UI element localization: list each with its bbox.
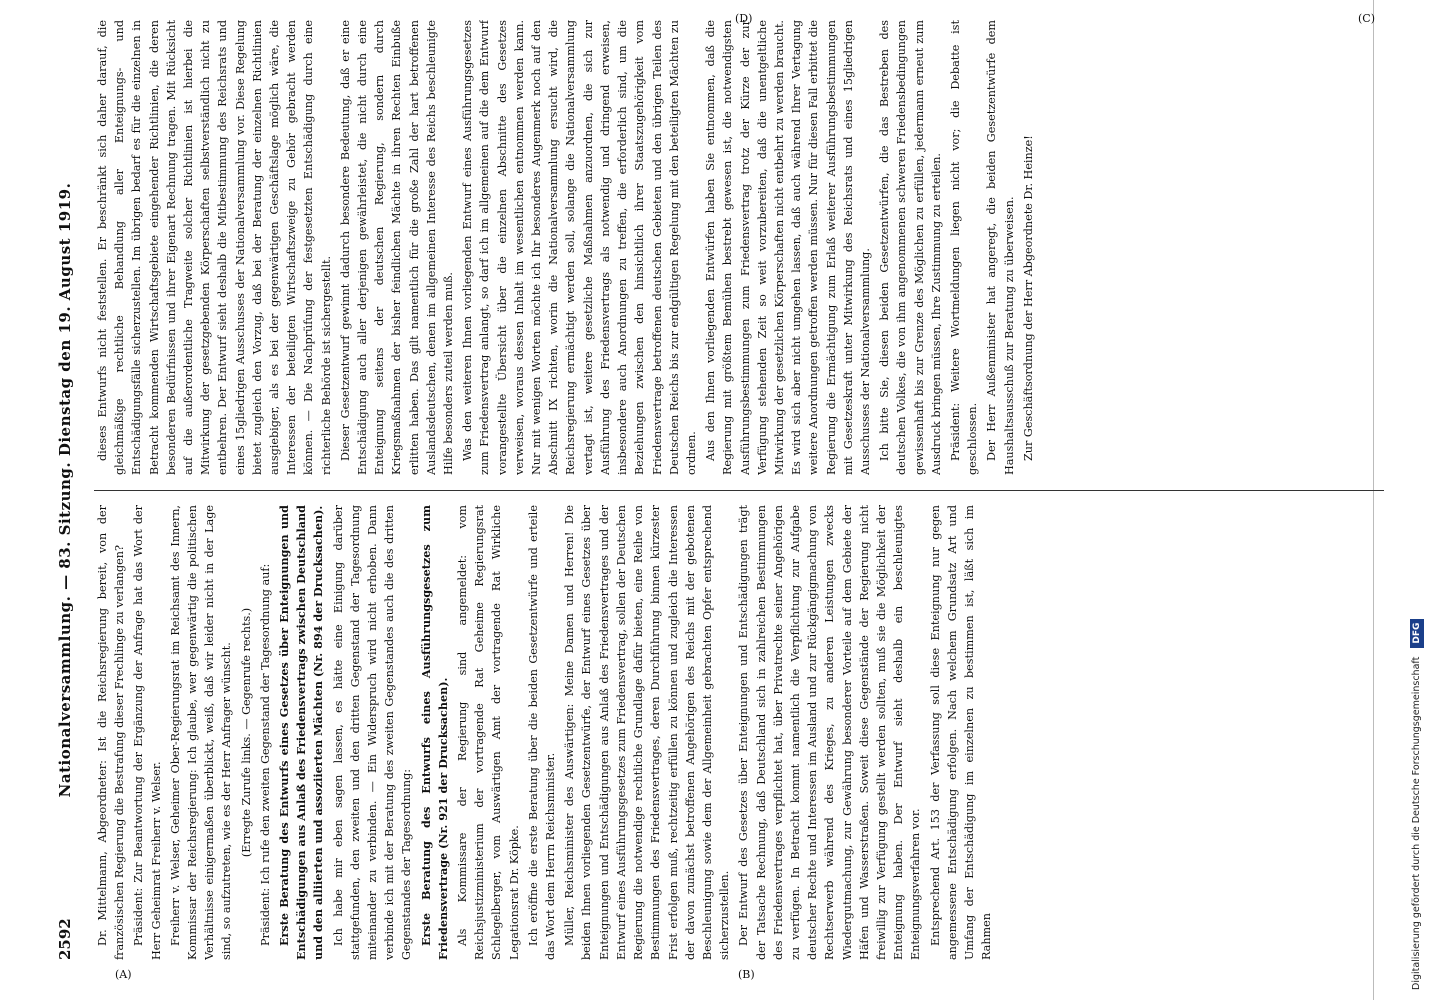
paragraph: Ich bitte Sie, diesen beiden Gesetzentwürfen, die das Bestreben des deutschen Volkes, die von ihm angenommenen schweren Friedensbedingungen gewissenhaft bis zur Grenze des Möglichen zu erfüllen, jedermann erneut zum Ausdruck bringen müssen, Ihre Zustimmung zu erteilen. (878, 20, 943, 475)
text-columns (94, 20, 1394, 960)
paragraph: Dieser Gesetzentwurf gewinnt dadurch besondere Bedeutung, daß er eine Entschädigung auch aller derjenigen gewährleistet, die nicht durch eine Enteignung seitens der deutschen Regierung, sondern durch Kriegsmaßnahmen der bisher feindlichen Mächte in ihren Rechten Einbuße erlitten haben. Das gilt namentlich für die große Zahl der hart betroffenen Auslandsdeutschen, denen im allgemeinen Interesse des Reichs beschleunigte Hilfe besonders zuteil werden muß. (338, 20, 456, 475)
funding-note: Digitalisierung gefördert durch die Deutsche Forschungsgemeinschaft (1411, 656, 1422, 990)
paragraph: Was den weiteren Ihnen vorliegenden Entwurf eines Ausführungsgesetzes zum Friedensvertrag anlangt, so darf ich im allgemeinen auf die dem Entwurf vorangestellte Übersicht über die einzelnen Abschnitte des Gesetzes verweisen, woraus dessen Inhalt im wesentlichen entnommen werden kann. Nur mit wenigen Worten möchte ich Ihr besonderes Augenmerk noch auf den Abschnitt IX richten, worin die Nationalversammlung ersucht wird, die Reichsregierung ermächtigt werden soll, solange die Nationalversammlung vertagt ist, weitere gesetzliche Maßnahmen anzuordnen, die sich zur Ausführung des Friedensvertrags als notwendig und dringend erweisen, insbesondere auch Anordnungen zu treffen, die erforderlich sind, um die Beziehungen zwischen den hinsichtlich ihrer Staatszugehörigkeit vom Friedensvertrage betroffenen deutschen Gebieten und den übrigen Teilen des Deutschen Reichs bis zur endgültigen Regelung mit den beteiligten Mächten zu ordnen. (461, 20, 698, 475)
rotated-page-content (50, 20, 1410, 960)
margin-mark-a: (A) (115, 968, 132, 981)
page-header (50, 20, 84, 960)
paragraph: Präsident: Weitere Wortmeldungen liegen nicht vor; die Debatte ist geschlossen. (948, 20, 980, 475)
right-column (94, 20, 1384, 475)
paragraph: dieses Entwurfs nicht feststellen. Er beschränkt sich daher darauf, die gleichmäßige rechtliche Behandlung aller Enteignungs- und Entschädigungsfälle sicherzustellen. Im übrigen bedarf es für die einzelnen in Betracht kommenden Wirtschaftsgebiete eingehender Richtlinien, die deren besonderen Bedürfnissen und ihrer Eigenart Rechnung tragen. Mit Rücksicht auf die außerordentliche Tragweite solcher Richtlinien ist hierbei die Mitwirkung der gesetzgebenden Körperschaften selbstverständlich nicht zu entbehren. Der Entwurf sieht deshalb die Mitbestimmung des Reichsrats und eines 15gliedrigen Ausschusses der Nationalversammlung vor. Diese Regelung bietet zugleich den Vorzug, daß bei der Beratung der einzelnen Richtlinien ausgiebiger, als es bei der gegenwärtigen Geschäftslage möglich wäre, die Interessen der beteiligten Wirtschaftszweige zu Gehör gebracht werden können. — Die Nachprüfung der festgesetzten Entschädigung durch eine richterliche Behörde ist sichergestellt. (96, 20, 333, 475)
paragraph: Als Kommissare der Regierung sind angemeldet: vom Reichsjustizministerium der vortragende Rat Geheime Regierungsrat Schlegelberger, vom Auswärtigen Amt der vortragende Rat Wirkliche Legationsrat Dr. Köpke. (456, 505, 521, 960)
agenda-item: Erste Beratung des Entwurfs eines Ausführungsgesetzes zum Friedensvertrage (Nr. 921 der Drucksachen). (418, 505, 450, 960)
paragraph: Entsprechend Art. 153 der Verfassung soll diese Enteignung nur gegen angemessene Entschädigung erfolgen. Nach welchem Grundsatz Art und Umfang der Entschädigung im einzelnen zu bestimmen ist, läßt sich im Rahmen (928, 505, 994, 960)
paragraph: Ich eröffne die erste Beratung über die beiden Gesetzentwürfe und erteile das Wort dem Herrn Reichsminister. (526, 505, 558, 960)
dfg-logo: DFG (1410, 619, 1424, 648)
paragraph: Präsident: Zur Beantwortung der Ergänzung der Anfrage hat das Wort der Herr Geheimrat Freiherr v. Welser. (132, 505, 163, 960)
paragraph: Aus den Ihnen vorliegenden Entwürfen haben Sie entnommen, daß die Regierung mit größtem Bemühen bestrebt gewesen ist, die notwendigsten Ausführungsbestimmungen zum Friedensvertrag trotz der Kürze der zur Verfügung stehenden Zeit so weit vorzubereiten, daß die unentgeltliche Mitwirkung der gesetzlichen Körperschaften nicht entbehrt zu werden braucht. Es wird sich aber nicht umgehen lassen, daß auch während Ihrer Vertagung weitere Anordnungen getroffen werden müssen. Nur für diesen Fall erbittet die Regierung die Ermächtigung zum Erlaß weiterer Ausführungsbestimmungen mit Gesetzeskraft unter Mitwirkung des Reichsrats und eines 15gliedrigen Ausschusses der Nationalversammlung. (704, 20, 872, 475)
running-title: Nationalversammlung. — 83. Sitzung. Dienstag den 19. August 1919. (56, 182, 74, 798)
paragraph: Freiherr v. Welser, Geheimer Ober-Regierungsrat im Reichsamt des Innern, Kommissar der Reichsregierung: Ich glaube, wer gegenwärtig die politischen Verhältnisse einigermaßen überblickt, weiß, daß wir leider nicht in der Lage sind, so aufzutreten, wie es der Herr Anfrager wünscht. (168, 505, 234, 960)
paragraph: Zur Geschäftsordnung der Herr Abgeordnete Dr. Heinze! (1021, 135, 1035, 461)
column-divider (94, 490, 1384, 491)
agenda-item: Erste Beratung des Entwurfs eines Gesetzes über Enteignungen und Entschädigungen aus Anlaß des Friedensvertrags zwischen Deutschland und den alliierten und assoziierten Mächten (Nr. 894 der Drucksachen). (277, 505, 326, 960)
page-number: 2592 (56, 918, 74, 960)
margin-mark-b: (B) (738, 968, 755, 981)
paragraph: Präsident: Ich rufe den zweiten Gegenstand der Tagesordnung auf: (258, 563, 272, 946)
paragraph: Ich habe mir eben sagen lassen, es hätte eine Einigung darüber stattgefunden, den zweiten und den dritten Gegenstand der Tagesordnung miteinander zu verbinden. — Ein Widerspruch wird nicht erhoben. Dann verbinde ich mit der Beratung des zweiten Gegenstandes auch die des dritten Gegenstandes der Tagesordnung: (331, 505, 414, 960)
paragraph: Müller, Reichsminister des Auswärtigen: Meine Damen und Herren! Die beiden Ihnen vorliegenden Gesetzentwürfe, der Entwurf eines Gesetzes über Enteignungen und Entschädigungen aus Anlaß des Friedensvertrages und der Entwurf eines Ausführungsgesetzes zum Friedensvertrag, sollen der Deutschen Regierung die notwendige rechtliche Grundlage dafür bieten, eine Reihe von Bestimmungen des Friedensvertrages, deren Durchführung binnen kürzester Frist erfolgen muß, rechtzeitig erfüllen zu können und zugleich die Interessen der davon zunächst betroffenen Angehörigen des Reichs mit der gebotenen Beschleunigung sowie dem der Allgemeinheit gebrachten Opfer entsprechend sicherzustellen. (563, 505, 732, 960)
paragraph: Der Entwurf des Gesetzes über Enteignungen und Entschädigungen trägt der Tatsache Rechnung, daß Deutschland sich in zahlreichen Bestimmungen des Friedensvertrages verpflichtet hat, über Privatrechte seiner Angehörigen zu verfügen. In Betracht kommt namentlich die Verpflichtung zur Aufgabe deutscher Rechte und Interessen im Ausland und zur Rückgängigmachung von Rechtserwerb während des Krieges, zu anderen Leistungen zwecks Wiedergutmachung, zur Gewährung besonderer Vorteile auf dem Gebiete der Häfen und Wasserstraßen. Soweit diese Gegenstände der Regierung nicht freiwillig zur Verfügung gestellt werden sollten, muß sie die Möglichkeit der Enteignung haben. Der Entwurf sieht deshalb ein beschleunigtes Enteignungsverfahren vor. (737, 505, 923, 960)
paragraph: Der Herr Außenminister hat angeregt, die beiden Gesetzentwürfe dem Haushaltsausschuß zur Beratung zu überweisen. (985, 20, 1016, 475)
margin-mark-d: (D) (735, 12, 753, 25)
margin-mark-c: (C) (1358, 12, 1375, 25)
interjection: (Erregte Zurufe links. — Gegenrufe rechts.) (239, 607, 253, 858)
digitization-note (1405, 10, 1429, 990)
left-column (94, 505, 1384, 960)
paragraph: Dr. Mittelmann, Abgeordneter: Ist die Reichsregierung bereit, von der französischen Regierung die Bestrafung dieser Frechlinge zu verlangen? (96, 505, 127, 960)
